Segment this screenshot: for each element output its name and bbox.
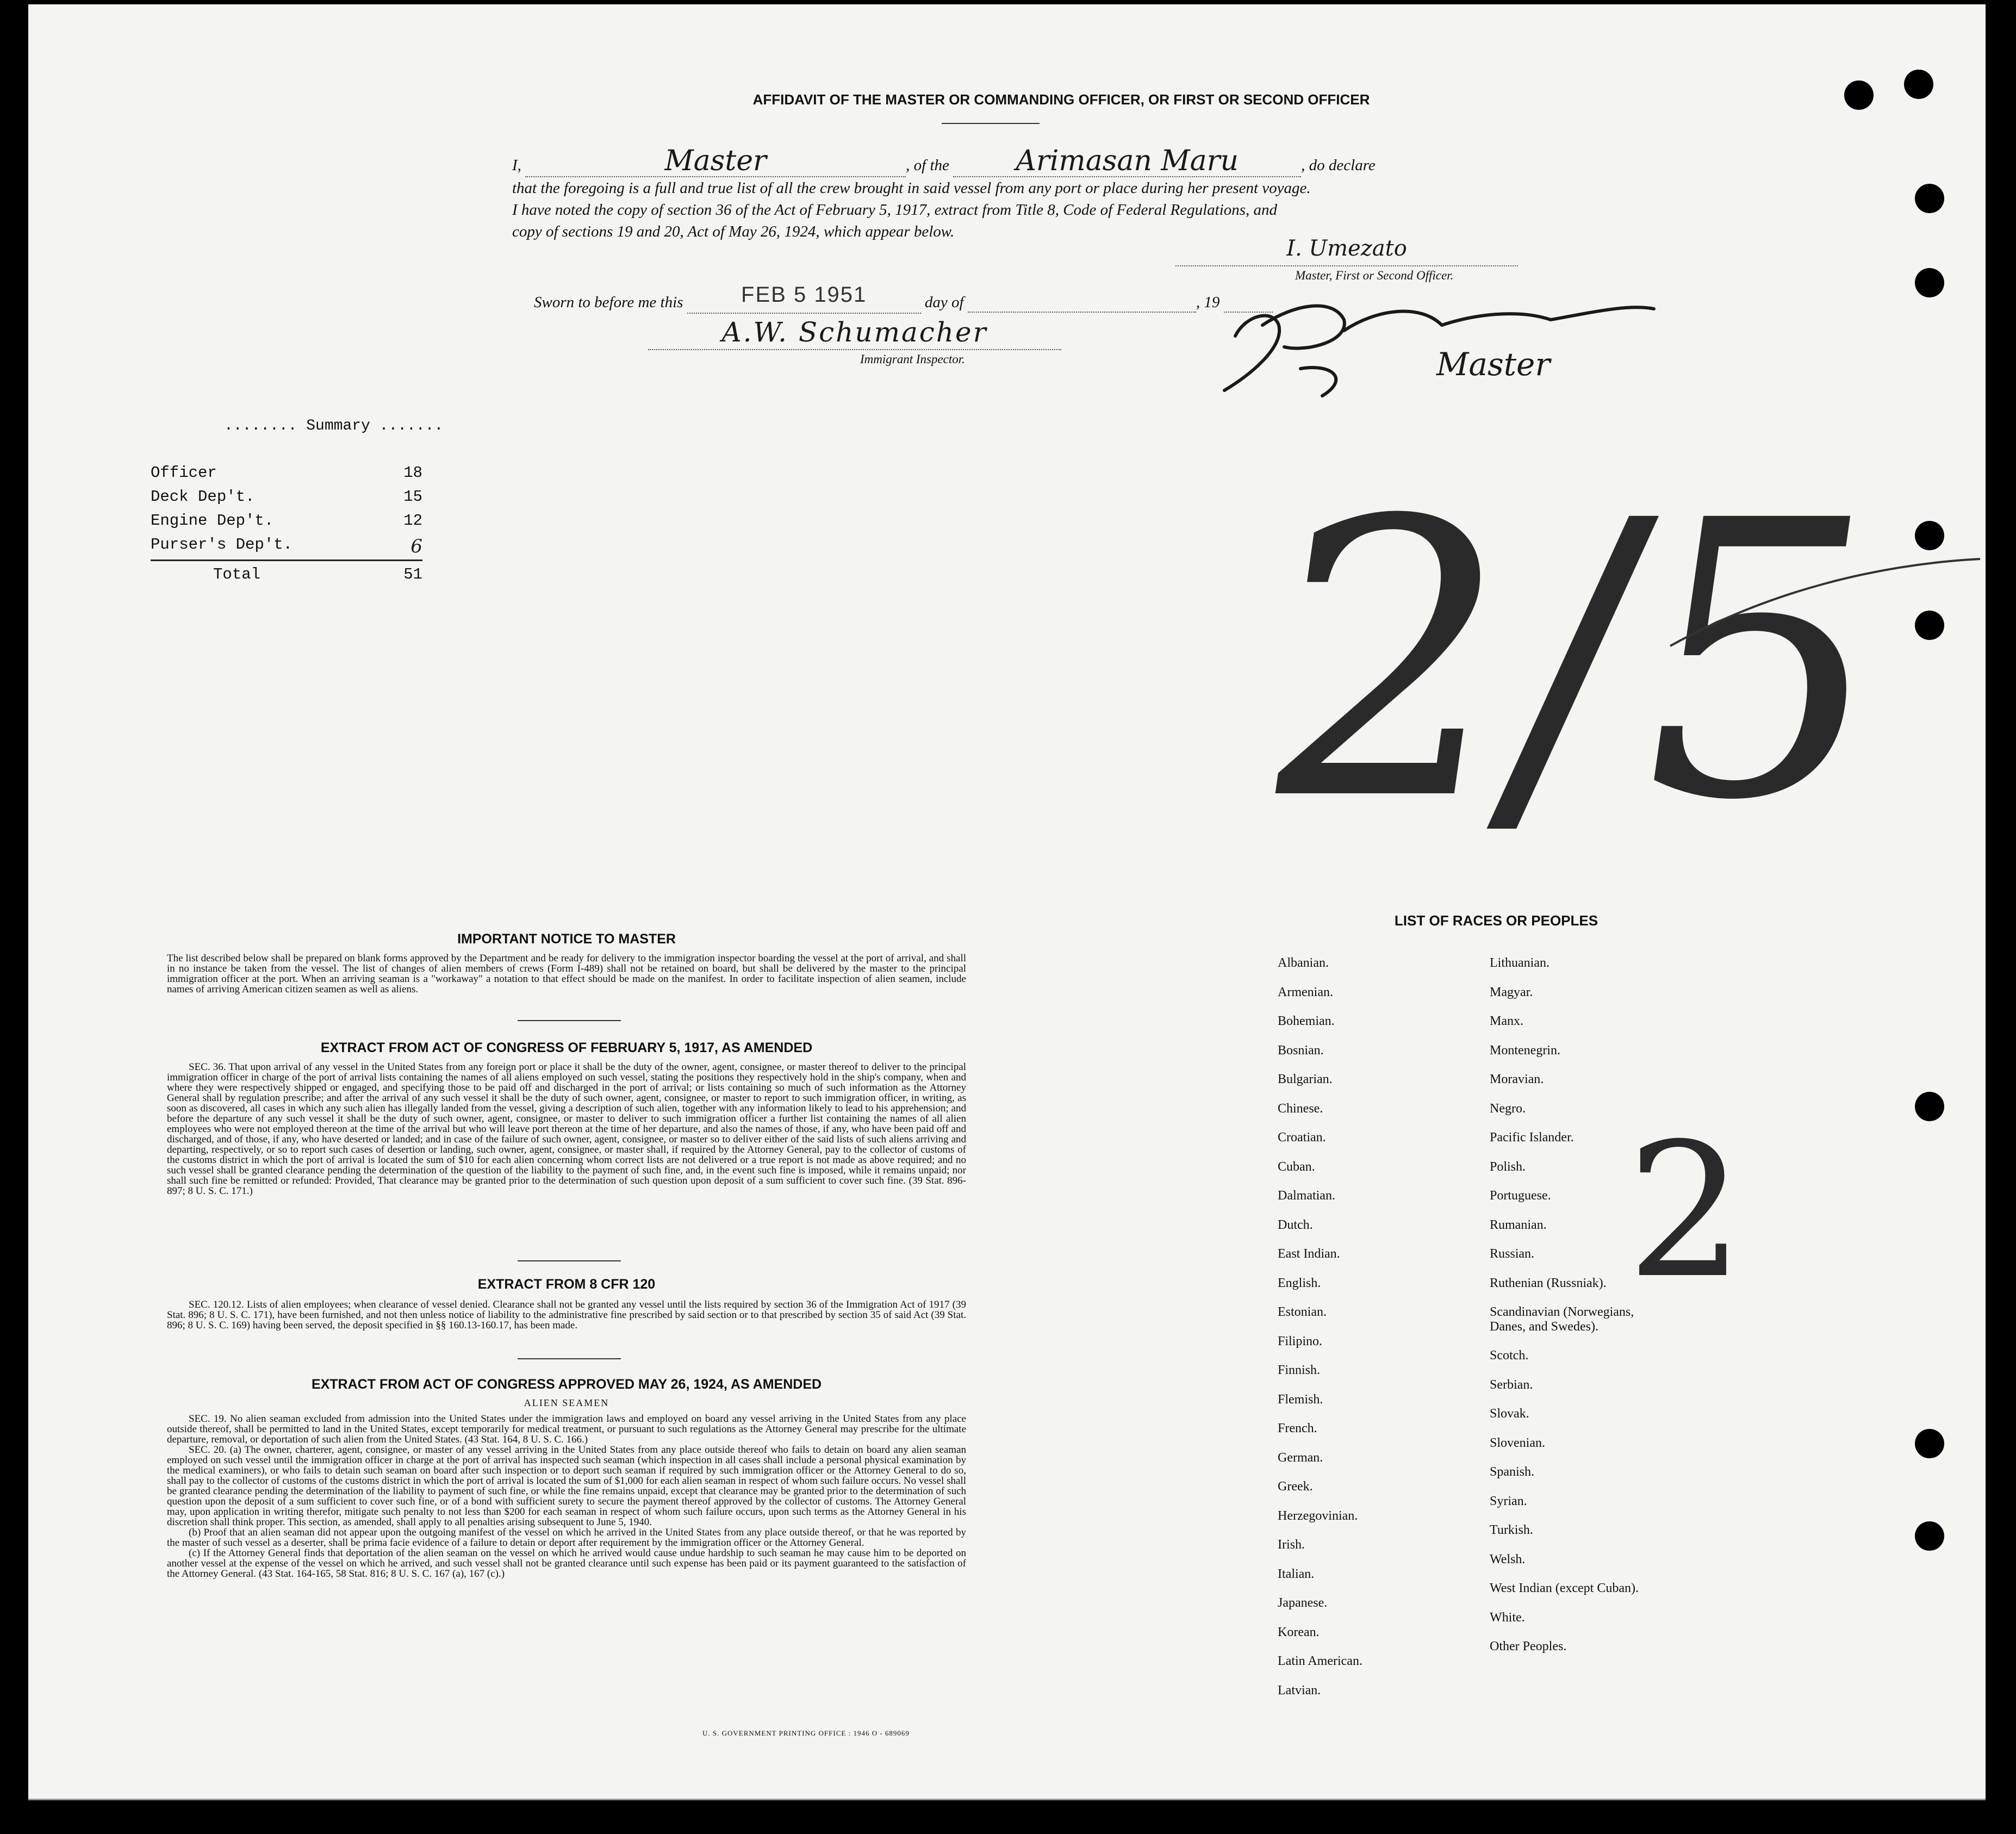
summary-row-officer: Officer 18 xyxy=(151,464,422,482)
races-title: LIST OF RACES OR PEOPLES xyxy=(1394,912,1598,929)
officer-signature-line xyxy=(1175,236,1518,266)
race-item: Latvian. xyxy=(1278,1683,1321,1698)
extract-cfr-text: SEC. 120.12. Lists of alien employees; when clearance of vessel denied. Clearance shall not be granted any vessel until the lists required by section 36 of the Immigration Act of 1917 (39 Stat. 896; 8 U. S. C. 171), have been furnished, and not then unless notice of liability to the administrative fine prescribed by said section or to that prescribed by section 35 of said Act (39 Stat. 896; 8 U. S. C. 169) having been served, the deposit specified in §§ 160.13-160.17, has been made. xyxy=(167,1299,966,1331)
extract-1917-title: EXTRACT FROM ACT OF CONGRESS OF FEBRUARY 5, 1917, AS AMENDED xyxy=(320,1040,813,1055)
race-item: Magyar. xyxy=(1490,985,1533,999)
section-20b-text: (b) Proof that an alien seaman did not appear upon the outgoing manifest of the vessel on which he arrived in the United States from any place outside thereof, or that he was reported by the master of such vessel as a deserter, shall be prima facie evidence of a failure to detain or deport after requirement by the immigration officer or the Attorney General. xyxy=(167,1527,966,1549)
divider xyxy=(518,1358,621,1359)
race-item: Welsh. xyxy=(1490,1552,1526,1566)
handwritten-count: 2/5 xyxy=(1236,440,1912,884)
race-item: German. xyxy=(1278,1450,1323,1465)
notice-text: The list described below shall be prepared on blank forms approved by the Department and be ready for delivery to the immigration inspector boarding the vessel at the port of arrival, and shall in no instance be taken from the vessel. The list of changes of alien members of crews (Form I-489) shall not be retained on board, but shall be delivered by the master to the principal immigration officer at the port. When an arriving seaman is a "workaway" a notation to that effect should be made on the manifest. In order to facilitate inspection of alien seamen, include names of arriving American citizen seamen as well as aliens. xyxy=(167,953,966,995)
race-item: Italian. xyxy=(1278,1566,1315,1581)
race-item: White. xyxy=(1490,1610,1525,1625)
printing-office-imprint: U. S. GOVERNMENT PRINTING OFFICE : 1946 O - 689069 xyxy=(702,1729,910,1737)
vessel-field: Arimasan Maru xyxy=(953,151,1301,177)
race-item: Other Peoples. xyxy=(1490,1639,1567,1654)
race-item: French. xyxy=(1278,1421,1317,1435)
handwritten-number: 2 xyxy=(1627,1104,1745,1319)
affidavit-line-2: that the foregoing is a full and true list of all the crew brought in said vessel from any port or place during her present voyage. xyxy=(512,179,1311,197)
races-left-column xyxy=(1278,956,1495,1717)
race-item: Irish. xyxy=(1278,1538,1305,1552)
punch-hole xyxy=(1915,268,1944,297)
race-item: Spanish. xyxy=(1490,1465,1535,1479)
officer-field: Master xyxy=(525,151,906,177)
race-item: Negro. xyxy=(1490,1101,1526,1116)
race-item: Armenian. xyxy=(1278,985,1333,999)
race-item: Herzegovinian. xyxy=(1278,1508,1358,1523)
punch-hole xyxy=(1915,1429,1944,1458)
sworn-month-field xyxy=(968,294,1196,313)
sworn-line: Sworn to before me this FEB 5 1951 day of , 19 xyxy=(534,288,1273,314)
punch-hole xyxy=(1915,184,1944,213)
race-item: Moravian. xyxy=(1490,1072,1544,1086)
affidavit-line-4: copy of sections 19 and 20, Act of May 26, 1924, which appear below. xyxy=(512,223,955,240)
pen-stroke xyxy=(1659,548,1986,657)
section-20a-text: SEC. 20. (a) The owner, charterer, agent, consignee, or master of any vessel arriving in the United States from any place outside thereof who fails to detain on board any alien seaman employed on such vessel until the immigration officer in charge at the port of arrival has inspected such seaman (which inspection in all cases shall include a personal physical examination by the medical examiners), or who fails to detain such seaman on board after such inspection or to deport such seaman if required by such immigration officer or the Attorney General to do so, shall pay to the collector of customs of the customs district in which the port of arrival is located the sum of $1,000 for each alien seaman in respect of whom such failure occurs. No vessel shall be granted clearance pending the determination of the liability to payment of such fine, or while the fine remains unpaid, except that clearance may be granted prior to the determination of such question upon the deposit of a sum sufficient to cover such fine, or of a bond with sufficient surety to secure the payment thereof approved by the collector of customs. The Attorney General may, upon application in writing therefor, mitigate such penalty to not less than $200 for each seaman in respect of whom such failure occurs, upon such terms as the Attorney General in his discretion shall think proper. This section, as amended, shall apply to all penalties arising subsequent to June 5, 1940. xyxy=(167,1444,966,1528)
summary-row-purser: Purser's Dep't. 6 xyxy=(151,536,422,561)
punch-hole xyxy=(1844,80,1874,110)
extract-1924-body xyxy=(167,1414,966,1579)
extract-1917-text: SEC. 36. That upon arrival of any vessel in the United States from any foreign port or place it shall be the duty of the owner, agent, consignee, or master thereof to deliver to the principal immigration officer in charge of the port of arrival lists containing the names of all aliens employed on such vessel, stating the positions they respectively hold in the ship's company, when and where they were respectively shipped or engaged, and specifying those to be paid off and discharged in the port of arrival; or lists containing so much of such information as the Attorney General shall by regulation prescribe; and after the arrival of any such vessel it shall be the duty of such owner, agent, consignee, or master to report to such immigration officer, in writing, as soon as discovered, all cases in which any such alien has illegally landed from the vessel, giving a description of such alien, together with any information likely to lead to his apprehension; and before the departure of any such vessel it shall be the duty of such owner, agent, consignee, or master to deliver to such immigration officer a further list containing the names of all alien employees who were not employed thereon at the time of the arrival but who will leave port thereon at the time of her departure, and also the names of those, if any, who have been paid off and discharged, and of those, if any, who have deserted or landed; and in case of the failure of such owner, agent, consignee, or master so to deliver either of the said lists of such aliens arriving and departing, respectively, or so to report such cases of desertion or landing, such owner, agent, consignee, or master shall, if required by the Attorney General, pay to the collector of customs of the customs district in which the port of arrival is located the sum of $10 for each alien concerning whom correct lists are not delivered or a true report is not made as above required; and no such vessel shall be granted clearance pending the determination of the question of the liability to the payment of such fine, and, in the event such fine is imposed, while it remains unpaid; nor shall such fine be remitted or refunded: Provided, That clearance may be granted prior to the determination of such question upon deposit of a sum sufficient to cover such fine. (39 Stat. 896-897; 8 U. S. C. 171.) xyxy=(167,1061,966,1197)
summary-table xyxy=(151,464,422,589)
officer-caption: Master, First or Second Officer. xyxy=(1295,269,1454,282)
race-item: Montenegrin. xyxy=(1490,1043,1560,1058)
race-item: Dutch. xyxy=(1278,1217,1313,1232)
master-signature: Master xyxy=(1436,346,1551,383)
race-item: Slovak. xyxy=(1490,1407,1529,1421)
document-page xyxy=(28,4,1986,1800)
race-item: Slovenian. xyxy=(1490,1435,1545,1450)
punch-hole xyxy=(1915,1092,1944,1121)
inspector-caption: Immigrant Inspector. xyxy=(860,352,965,366)
notice-title: IMPORTANT NOTICE TO MASTER xyxy=(457,931,676,947)
affidavit-line-3: I have noted the copy of section 36 of the Act of February 5, 1917, extract from Title 8, Code of Federal Regulations, and xyxy=(512,201,1278,219)
race-item: English. xyxy=(1278,1276,1321,1290)
date-stamp: FEB 5 1951 xyxy=(741,283,867,307)
race-item: Bohemian. xyxy=(1278,1014,1335,1028)
race-item: Portuguese. xyxy=(1490,1189,1551,1203)
race-item: Serbian. xyxy=(1490,1377,1533,1392)
section-20c-text: (c) If the Attorney General finds that deportation of the alien seaman on the vessel on which he arrived would cause undue hardship to such seaman he may cause him to be deported on another vessel at the expense of the vessel on which he arrived, and such vessel shall not be granted clearance until such expense has been paid or its payment guaranteed to the satisfaction of the Attorney General. (43 Stat. 164-165, 58 Stat. 816; 8 U. S. C. 167 (a), 167 (c).) xyxy=(167,1547,966,1580)
inspector-signature: A.W. Schumacher xyxy=(721,316,988,348)
race-item: Syrian. xyxy=(1490,1494,1527,1508)
races-right-column xyxy=(1490,956,1762,1717)
race-item: Scandinavian (Norwegians, Danes, and Swedes). xyxy=(1490,1305,1634,1334)
race-item: West Indian (except Cuban). xyxy=(1490,1581,1639,1596)
race-item: Filipino. xyxy=(1278,1334,1323,1348)
summary-heading: ........ Summary ....... xyxy=(224,418,444,434)
race-item: Greek. xyxy=(1278,1479,1313,1494)
race-item: Japanese. xyxy=(1278,1596,1328,1610)
race-item: Bosnian. xyxy=(1278,1043,1324,1058)
section-19-text: SEC. 19. No alien seaman excluded from admission into the United States under the immigration laws and employed on board any vessel arriving in the United States from any place outside thereof, shall be permitted to land in the United States, except temporarily for medical treatment, or pursuant to such regulations as the Attorney General may prescribe for the ultimate departure, removal, or deportation of such alien from the United States. (43 Stat. 164, 8 U. S. C. 166.) xyxy=(167,1413,966,1445)
race-item: Lithuanian. xyxy=(1490,956,1550,970)
race-item: Ruthenian (Russniak). xyxy=(1490,1276,1607,1290)
race-item: Flemish. xyxy=(1278,1392,1323,1407)
officer-signature: I. Umezato xyxy=(1286,236,1407,261)
punch-hole xyxy=(1915,521,1944,550)
race-item: Bulgarian. xyxy=(1278,1072,1333,1086)
punch-hole xyxy=(1915,1521,1944,1551)
race-item: Cuban. xyxy=(1278,1159,1315,1174)
affidavit-body xyxy=(512,145,1545,243)
punch-hole xyxy=(1904,70,1933,99)
race-item: Polish. xyxy=(1490,1159,1526,1174)
divider xyxy=(942,123,1040,124)
inspector-signature-line xyxy=(648,316,1061,350)
affidavit-line-1: I, Master , of the Arimasan Maru , do declare xyxy=(512,145,1376,177)
sworn-date-field xyxy=(687,283,921,314)
race-item: Albanian. xyxy=(1278,956,1329,970)
race-item: Croatian. xyxy=(1278,1130,1326,1145)
race-item: Finnish. xyxy=(1278,1363,1321,1377)
summary-row-deck: Deck Dep't. 15 xyxy=(151,488,422,506)
race-item: Scotch. xyxy=(1490,1348,1529,1363)
extract-1924-subtitle: ALIEN SEAMEN xyxy=(524,1397,609,1408)
extract-1924-title: EXTRACT FROM ACT OF CONGRESS APPROVED MAY 26, 1924, AS AMENDED xyxy=(311,1377,822,1392)
race-item: Turkish. xyxy=(1490,1523,1533,1538)
race-item: Latin American. xyxy=(1278,1654,1362,1668)
race-item: Estonian. xyxy=(1278,1305,1327,1319)
race-item: Russian. xyxy=(1490,1247,1535,1261)
race-item: Pacific Islander. xyxy=(1490,1130,1574,1145)
race-item: Manx. xyxy=(1490,1014,1523,1028)
summary-row-total: Total 51 xyxy=(213,565,422,583)
divider xyxy=(518,1020,621,1021)
summary-row-engine: Engine Dep't. 12 xyxy=(151,512,422,530)
race-item: Chinese. xyxy=(1278,1101,1323,1116)
divider xyxy=(518,1260,621,1261)
race-item: Rumanian. xyxy=(1490,1217,1547,1232)
race-item: Dalmatian. xyxy=(1278,1189,1335,1203)
race-item: East Indian. xyxy=(1278,1247,1340,1261)
race-item: Korean. xyxy=(1278,1625,1320,1639)
extract-cfr-title: EXTRACT FROM 8 CFR 120 xyxy=(477,1277,656,1292)
affidavit-title: AFFIDAVIT OF THE MASTER OR COMMANDING OFFICER, OR FIRST OR SECOND OFFICER xyxy=(752,91,1370,108)
